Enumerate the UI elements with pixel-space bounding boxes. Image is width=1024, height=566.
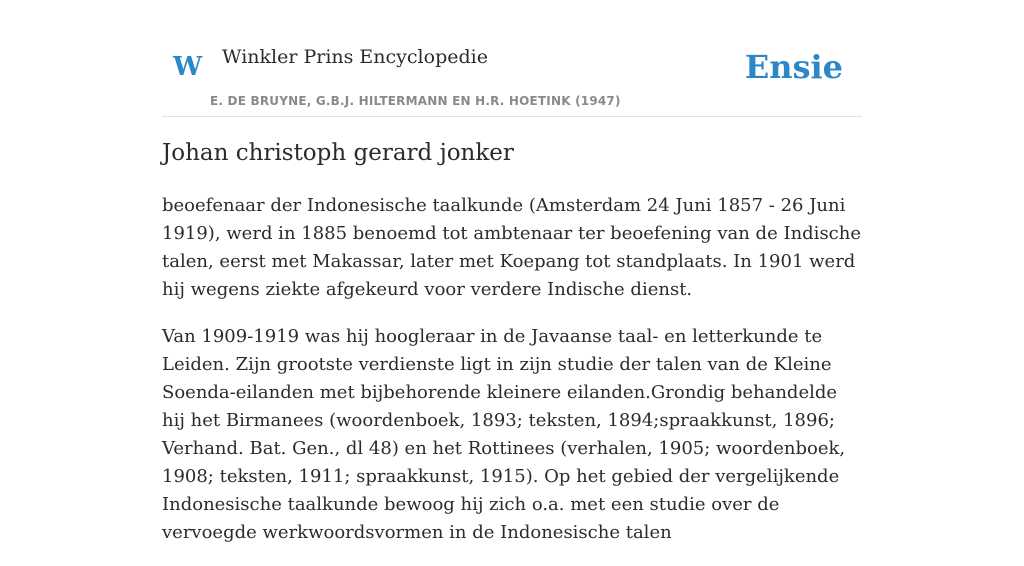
winkler-prins-logo[interactable]: W — [173, 52, 203, 82]
article-body — [162, 192, 862, 566]
article-title: Johan christoph gerard jonker — [162, 140, 514, 166]
article-paragraph: beoefenaar der Indonesische taalkunde (Amsterdam 24 Juni 1857 - 26 Juni 1919), werd in 1885 benoemd tot ambtenaar ter beoefening van de Indische talen, eerst met Makassar, later met Koepang tot standplaats. In 1901 werd hij wegens ziekte afgekeurd voor verdere Indische dienst. — [162, 195, 862, 300]
page — [162, 0, 862, 543]
source-header — [162, 0, 862, 117]
source-title-link[interactable]: Winkler Prins Encyclopedie — [222, 46, 488, 68]
source-authors: E. DE BRUYNE, G.B.J. HILTERMANN EN H.R. HOETINK (1947) — [210, 94, 621, 108]
article-paragraph: Van 1909-1919 was hij hoogleraar in de Javaanse taal- en letterkunde te Leiden. Zijn grootste verdienste ligt in zijn studie der talen van de Kleine Soenda-eilanden met bijbehorende kleinere eilanden.Grondig behandelde hij het Birmanees (woordenboek, 1893; teksten, 1894;spraakkunst, 1896; Verhand. Bat. Gen., dl 48) en het Rottinees (verhalen, 1905; woordenboek, 1908; teksten, 1911; spraakkunst, 1915). Op het gebied der vergelijkende Indonesische taalkunde bewoog hij zich o.a. met een studie over de vervoegde werkwoordsvormen in de Indonesische talen — [162, 326, 846, 543]
ensie-brand-link[interactable]: Ensie — [744, 48, 843, 86]
